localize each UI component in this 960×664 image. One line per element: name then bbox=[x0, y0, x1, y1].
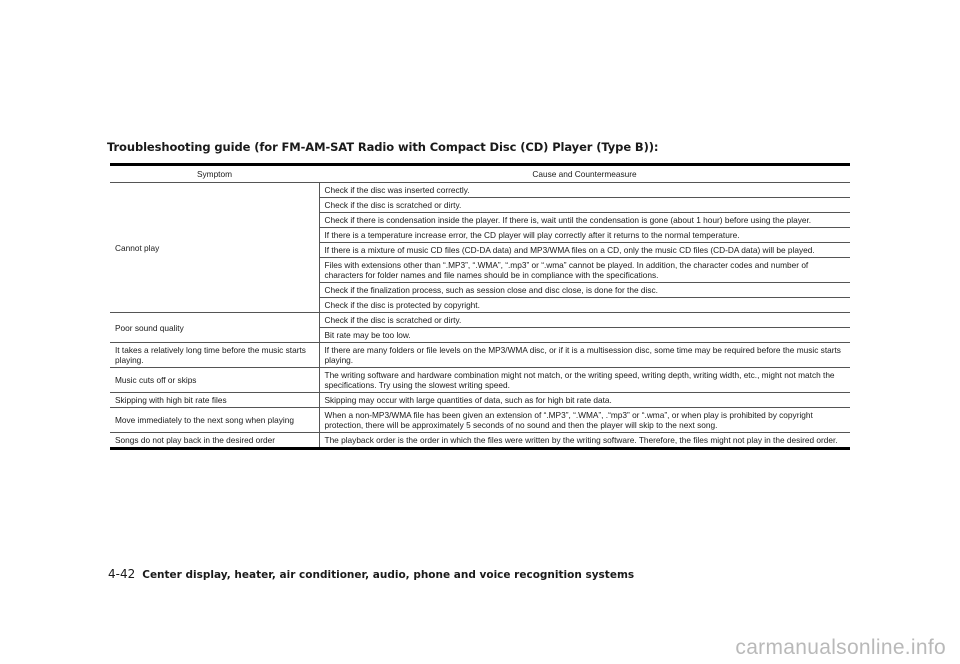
cause-cell: Check if there is condensation inside the player. If there is, wait until the condensation is gone (about 1 hour) before using the player. bbox=[319, 213, 850, 228]
cause-cell: Skipping may occur with large quantities of data, such as for high bit rate data. bbox=[319, 393, 850, 408]
symptom-cell: Move immediately to the next song when playing bbox=[110, 408, 319, 433]
symptom-cell: Skipping with high bit rate files bbox=[110, 393, 319, 408]
table-row bbox=[110, 183, 850, 198]
cause-cell: When a non-MP3/WMA file has been given an extension of “.MP3”, “.WMA”, .“mp3” or “.wma”, or when play is prohibited by copyright protection, there will be approximately 5 seconds of no sound and then the player will skip to the next song. bbox=[319, 408, 850, 433]
table-header-row bbox=[110, 165, 850, 183]
cause-cell: Check if the disc was inserted correctly. bbox=[319, 183, 850, 198]
cause-cell: Check if the disc is protected by copyright. bbox=[319, 298, 850, 313]
table-row bbox=[110, 368, 850, 393]
symptom-cell: It takes a relatively long time before the music starts playing. bbox=[110, 343, 319, 368]
page-title: Troubleshooting guide (for FM-AM-SAT Radio with Compact Disc (CD) Player (Type B)): bbox=[107, 140, 659, 154]
symptom-cell: Music cuts off or skips bbox=[110, 368, 319, 393]
section-title: Center display, heater, air conditioner, audio, phone and voice recognition systems bbox=[142, 569, 635, 581]
cause-cell: Files with extensions other than “.MP3”, “.WMA”, “.mp3” or “.wma” cannot be played. In addition, the character codes and number of characters for folder names and file names should be in compliance with the specifications. bbox=[319, 258, 850, 283]
symptom-cell: Songs do not play back in the desired order bbox=[110, 433, 319, 449]
cause-cell: Check if the finalization process, such as session close and disc close, is done for the disc. bbox=[319, 283, 850, 298]
symptom-cell: Cannot play bbox=[110, 183, 319, 313]
table-body bbox=[110, 183, 850, 449]
symptom-cell: Poor sound quality bbox=[110, 313, 319, 343]
table-row bbox=[110, 408, 850, 433]
watermark: carmanualsonline.info bbox=[735, 636, 946, 659]
table-row bbox=[110, 433, 850, 449]
troubleshooting-table bbox=[110, 163, 850, 450]
cause-cell: If there is a temperature increase error, the CD player will play correctly after it returns to the normal temperature. bbox=[319, 228, 850, 243]
cause-cell: Bit rate may be too low. bbox=[319, 328, 850, 343]
table-row bbox=[110, 313, 850, 328]
cause-column-header: Cause and Countermeasure bbox=[319, 165, 850, 183]
cause-cell: Check if the disc is scratched or dirty. bbox=[319, 198, 850, 213]
cause-cell: The writing software and hardware combination might not match, or the writing speed, writing depth, writing width, etc., might not match the specifications. Try using the slowest writing speed. bbox=[319, 368, 850, 393]
table-row bbox=[110, 343, 850, 368]
cause-cell: If there are many folders or file levels on the MP3/WMA disc, or if it is a multisession disc, some time may be required before the music starts playing. bbox=[319, 343, 850, 368]
cause-cell: If there is a mixture of music CD files (CD-DA data) and MP3/WMA files on a CD, only the music CD files (CD-DA data) will be played. bbox=[319, 243, 850, 258]
table-row bbox=[110, 393, 850, 408]
cause-cell: Check if the disc is scratched or dirty. bbox=[319, 313, 850, 328]
symptom-column-header: Symptom bbox=[110, 165, 319, 183]
page-footer bbox=[108, 563, 634, 582]
page-number: 4-42 bbox=[108, 567, 136, 581]
cause-cell: The playback order is the order in which the files were written by the writing software. Therefore, the files might not play in the desired order. bbox=[324, 435, 838, 445]
